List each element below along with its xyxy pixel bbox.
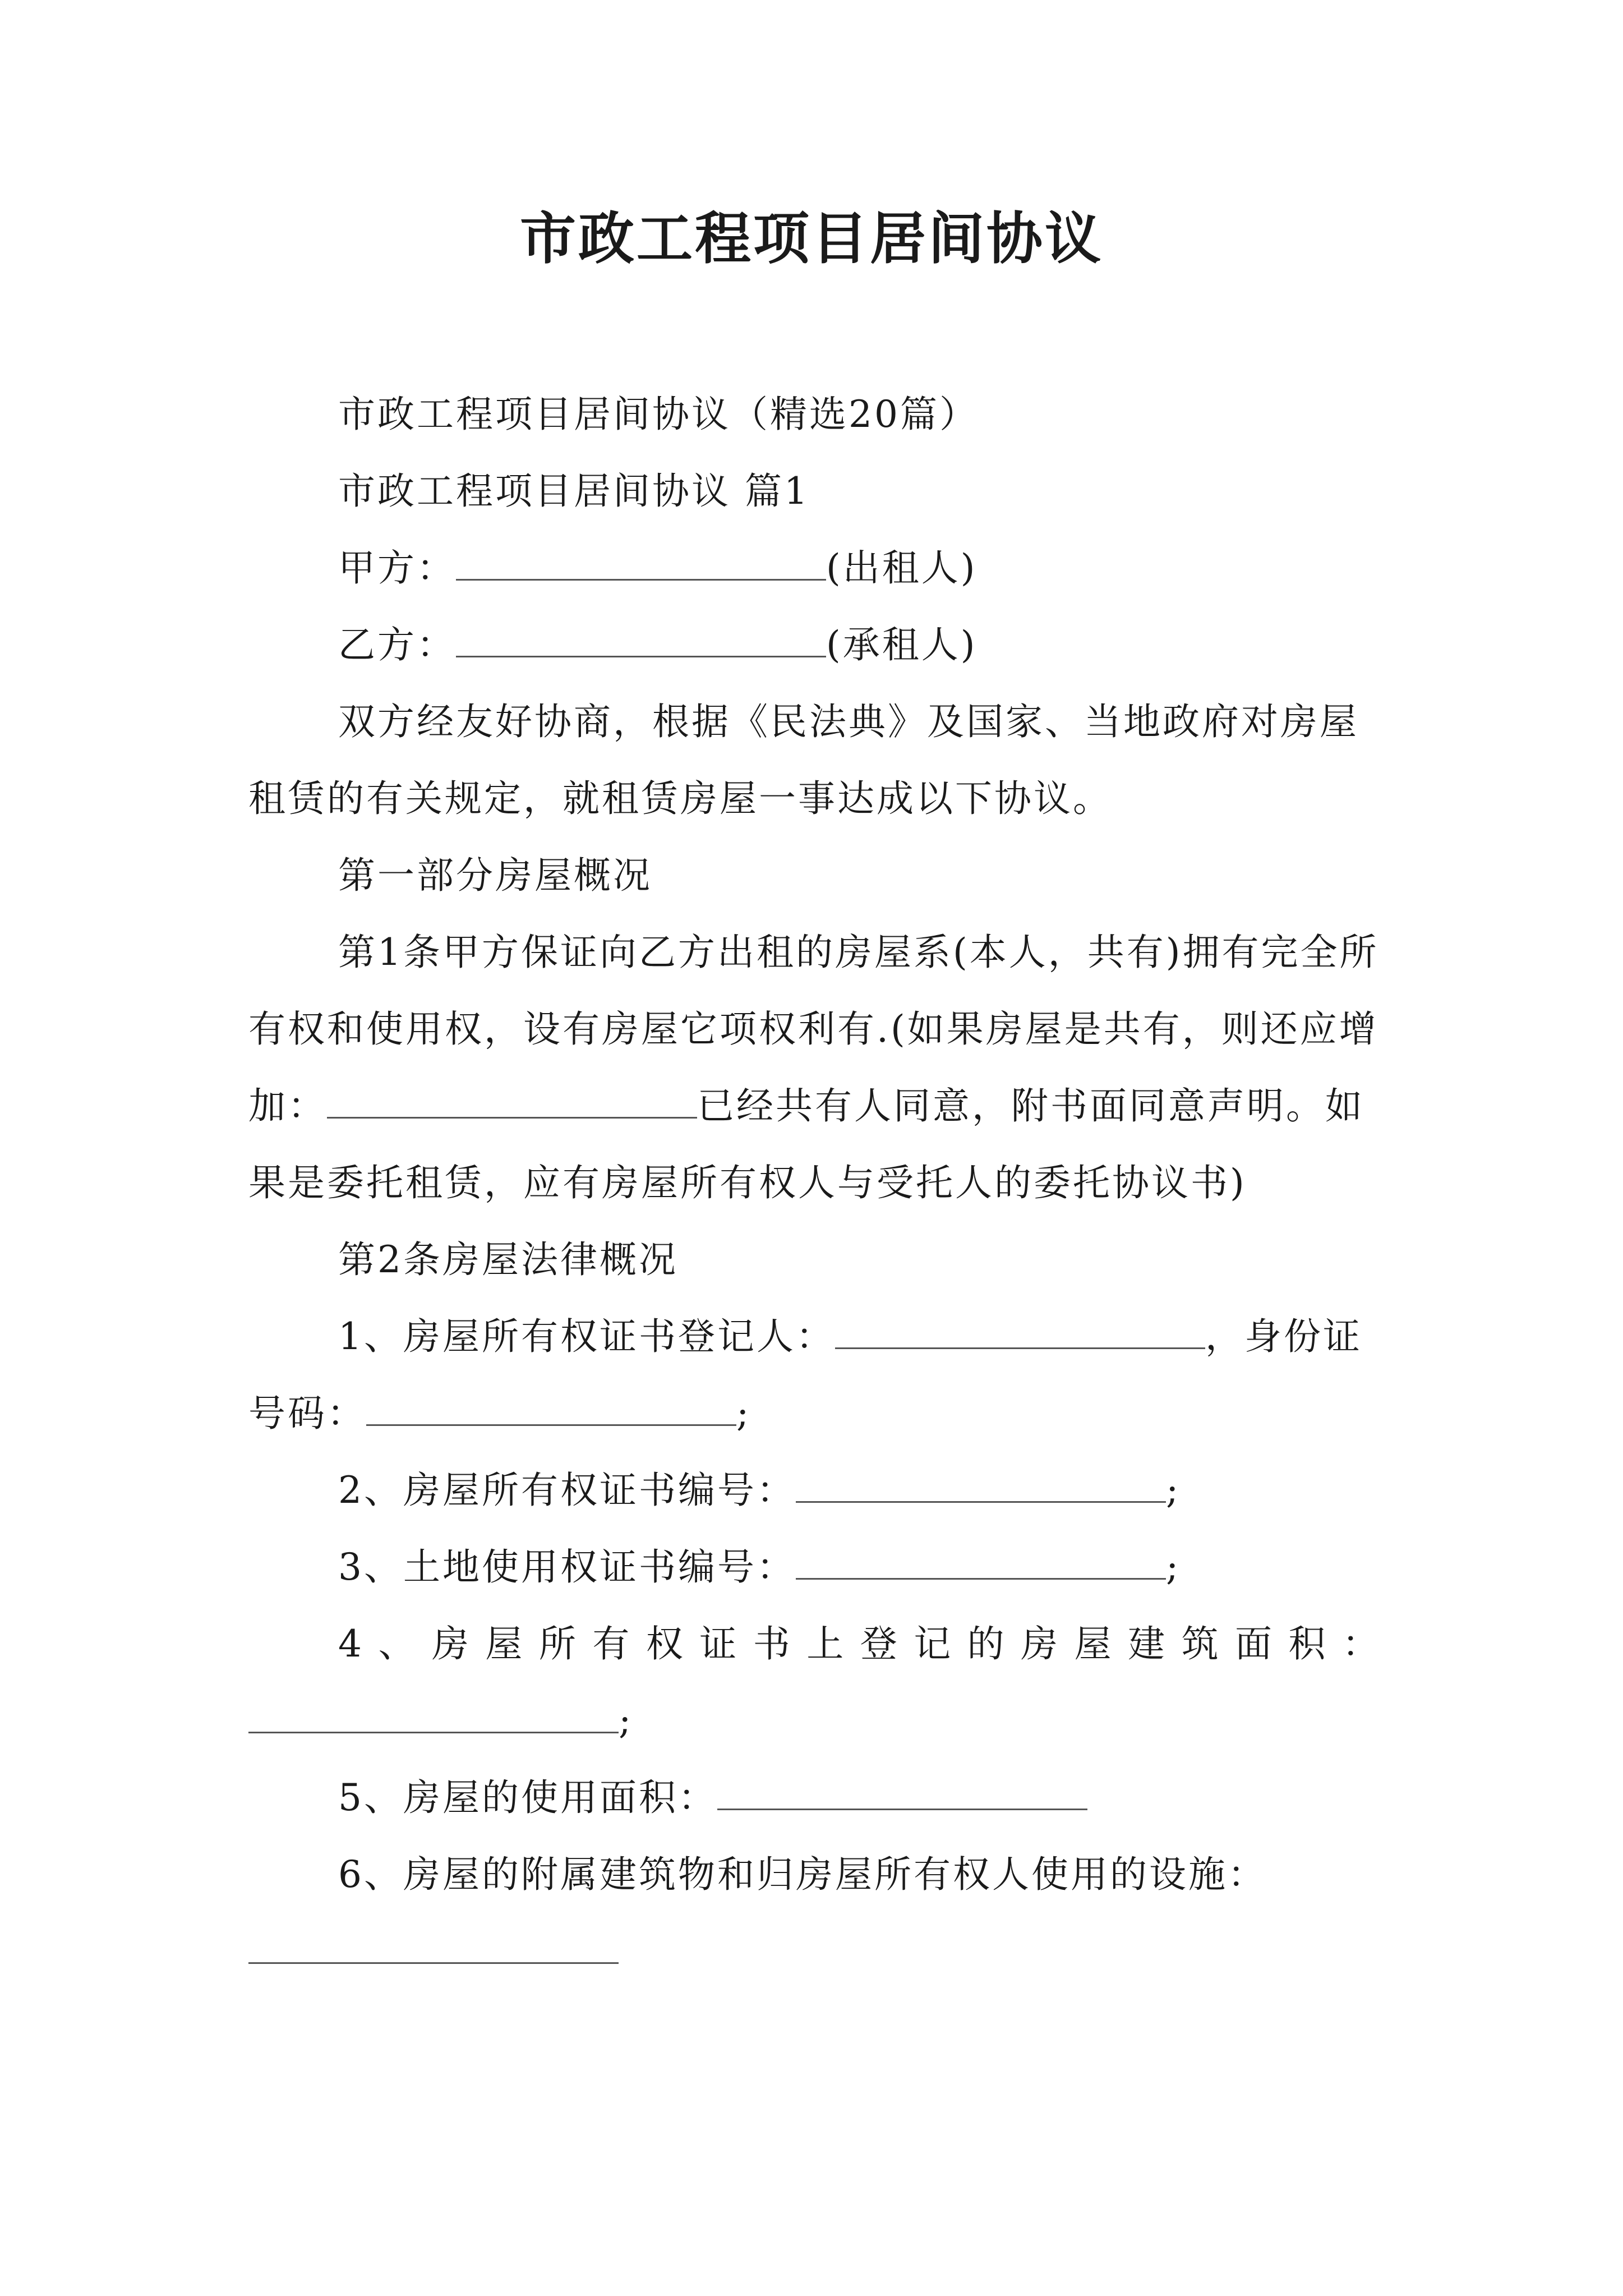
item5-line <box>248 1759 1381 1836</box>
item1-blank-id <box>366 1422 736 1426</box>
item1-line <box>248 1298 1381 1452</box>
item4-blank <box>248 1729 619 1733</box>
party-a-line <box>248 530 1381 606</box>
article1-paragraph <box>248 914 1381 1221</box>
item3-line <box>248 1529 1381 1605</box>
item3-blank <box>796 1576 1166 1580</box>
item6-line-2 <box>248 1913 1381 1990</box>
item5-blank <box>717 1806 1087 1810</box>
party-a-blank <box>456 577 826 581</box>
item6-line <box>248 1836 1381 1913</box>
item1-mid: ，身份证号码： <box>248 1315 1362 1435</box>
party-b-suffix: (承租人) <box>826 623 978 666</box>
document-body <box>248 376 1381 1990</box>
item4-label: 4、房屋所有权证书上登记的房屋建筑面积： <box>338 1622 1381 1665</box>
section-heading: 市政工程项目居间协议 篇1 <box>338 470 810 513</box>
item2-line <box>248 1452 1381 1529</box>
item3-label: 3、土地使用权证书编号： <box>338 1545 796 1589</box>
item3-end: ; <box>1166 1545 1181 1589</box>
article2-heading: 第2条房屋法律概况 <box>338 1238 678 1281</box>
item5-label: 5、房屋的使用面积： <box>338 1776 717 1819</box>
article1-text-1: 第1条甲方保证向乙方出租的房屋系(本人，共有)拥有完全所有权和使用权，设有房屋它项权利有.(如果房屋是共有，则还应增加： <box>248 931 1379 1128</box>
item2-end: ; <box>1166 1469 1181 1512</box>
party-a-label: 甲方： <box>338 546 456 590</box>
item4-end: ; <box>619 1699 634 1742</box>
party-b-blank <box>456 654 826 657</box>
subtitle: 市政工程项目居间协议（精选20篇） <box>338 393 979 436</box>
document-title: 市政工程项目居间协议 <box>520 205 1103 272</box>
article1-text-2: 已经共有人同意，附书面同意声明。如果是委托租赁，应有房屋所有权人与受托人的委托协议书) <box>248 1084 1364 1204</box>
party-a-suffix: (出租人) <box>826 546 978 590</box>
item6-blank <box>248 1960 619 1964</box>
party-b-label: 乙方： <box>338 623 456 666</box>
item1-label: 1、房屋所有权证书登记人： <box>338 1315 835 1358</box>
item1-end: ; <box>736 1392 751 1435</box>
article1-blank <box>327 1115 697 1119</box>
item4-line-2 <box>248 1682 1381 1759</box>
item6-label: 6、房屋的附属建筑物和归房屋所有权人使用的设施： <box>338 1853 1267 1896</box>
party-b-line <box>248 606 1381 683</box>
item4-line <box>248 1605 1381 1682</box>
item2-label: 2、房屋所有权证书编号： <box>338 1469 796 1512</box>
item1-blank-registrant <box>835 1345 1205 1349</box>
part1-heading: 第一部分房屋概况 <box>338 854 652 897</box>
intro-paragraph: 双方经友好协商，根据《民法典》及国家、当地政府对房屋租赁的有关规定，就租赁房屋一事达成以下协议。 <box>248 700 1359 820</box>
item2-blank <box>796 1499 1166 1503</box>
